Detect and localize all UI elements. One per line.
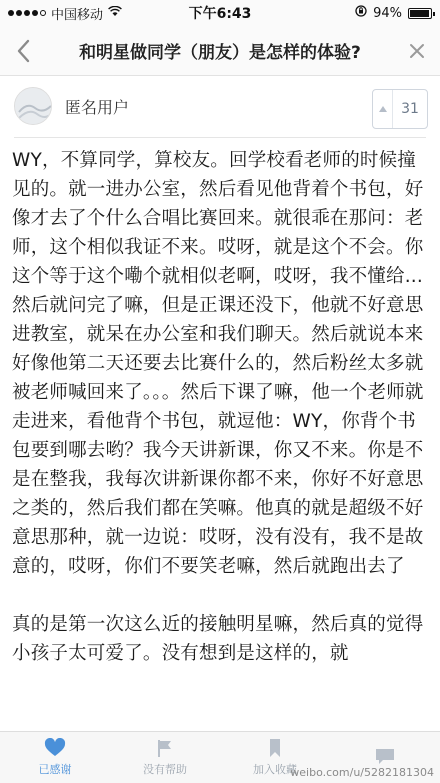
divider xyxy=(14,137,426,138)
flag-icon xyxy=(154,738,176,758)
wifi-icon xyxy=(108,6,122,20)
status-bar xyxy=(0,0,440,26)
heart-icon xyxy=(44,738,66,758)
vote-count: 31 xyxy=(401,101,419,117)
thanks-button[interactable] xyxy=(0,732,110,783)
answer-paragraph: 真的是第一次这么近的接触明星嘛，然后真的觉得小孩子太可爱了。没有想到是这样的，就 xyxy=(12,614,424,664)
answer-body xyxy=(12,146,430,668)
question-title[interactable]: 和明星做同学（朋友）是怎样的体验? xyxy=(79,43,361,63)
battery-icon xyxy=(408,8,432,19)
vote-up-icon xyxy=(373,89,393,129)
battery-fill xyxy=(410,10,429,17)
signal-strength-icon xyxy=(8,10,46,16)
status-left xyxy=(0,4,150,23)
status-time: 下午6:43 xyxy=(188,6,252,22)
carrier-name: 中国移动 xyxy=(51,7,104,23)
orientation-lock-icon xyxy=(355,5,367,21)
not-helpful-button[interactable] xyxy=(110,732,220,783)
close-icon xyxy=(409,43,425,59)
avatar[interactable] xyxy=(14,87,52,125)
comment-icon xyxy=(374,746,396,766)
battery-percent: 94% xyxy=(373,5,402,21)
anonymous-avatar-icon xyxy=(15,88,52,125)
close-button[interactable] xyxy=(394,26,440,76)
author-row xyxy=(0,77,440,135)
thanks-label: 已感谢 xyxy=(38,763,72,776)
author-name[interactable]: 匿名用户 xyxy=(65,97,130,117)
vote-button[interactable] xyxy=(372,89,428,129)
bookmark-icon xyxy=(264,738,286,758)
add-favorite-label: 加入收藏 xyxy=(253,763,297,776)
watermark: weibo.com/u/5282181304 xyxy=(290,766,434,779)
back-button[interactable] xyxy=(0,26,46,76)
nav-bar xyxy=(0,26,440,76)
status-right xyxy=(290,5,440,21)
chevron-left-icon xyxy=(16,39,30,63)
answer-paragraph: WY，不算同学，算校友。回学校看老师的时候撞见的。就一进办公室，然后看见他背着个书包，好像才去了个什么合唱比赛回来。就很乖在那问：老师，这个相似我证不来。哎呀，就是这个不会。你这个等于这个嘞个就相似老啊，哎呀，我不懂给...然后就问完了嘛，但是正课还没下，他就不好意思进教室，就呆在办公室和我们聊天。然后就说本来好像他第二天还要去比赛什么的，然后粉丝太多就被老师喊回来了。。。然后下课了嘛，他一个老师就走进来，看他背个书包，就逗他：WY，你背个书包要到哪去哟？我今天讲新课，你又不来。你是不是在整我，我每次讲新课你都不来，你好不好意思之类的，然后我们都在笑嘛。他真的就是超级不好意思那种，就一边说：哎呀，没有没有，我不是故意的，哎呀，你们不要笑老嘛，然后就跑出去了 xyxy=(12,150,424,577)
not-helpful-label: 没有帮助 xyxy=(143,763,187,776)
